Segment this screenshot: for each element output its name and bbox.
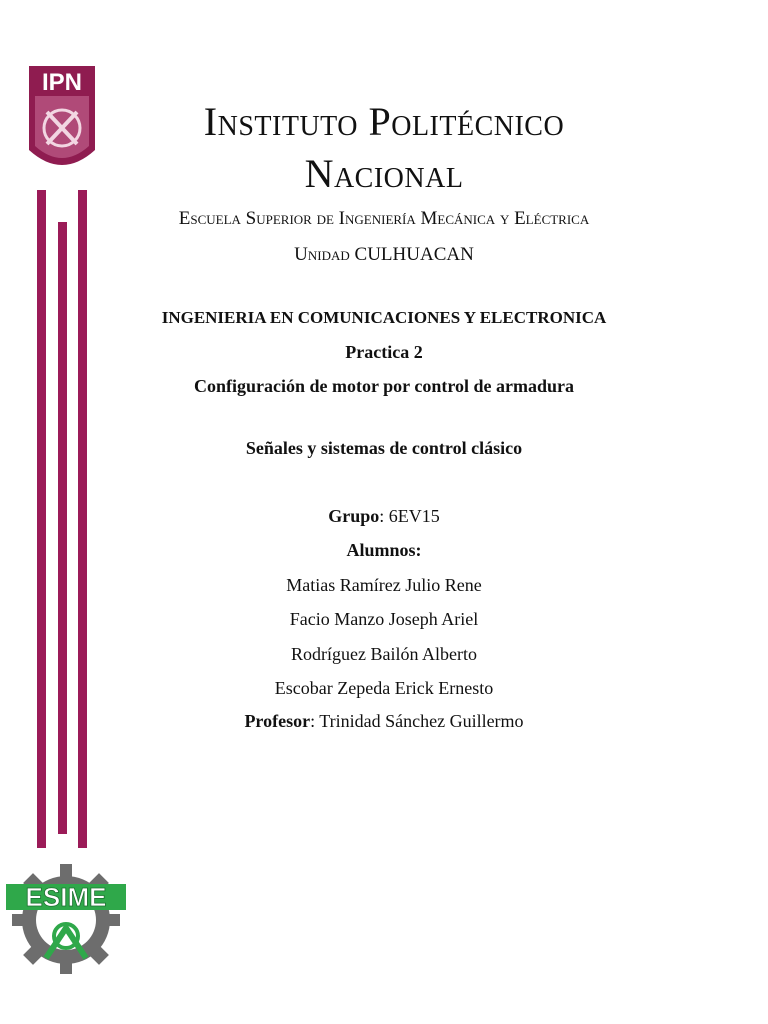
group-line (120, 506, 648, 527)
student-name: Matias Ramírez Julio Rene (286, 575, 482, 595)
students-label: Alumnos: (346, 540, 422, 560)
accent-bar-left (37, 190, 46, 848)
institute-title-line2: Nacional (304, 151, 464, 196)
practice-number: Practica 2 (345, 342, 423, 362)
school-name: Escuela Superior de Ingeniería Mecánica y Eléctrica (178, 208, 590, 229)
group-label: Grupo (328, 506, 380, 526)
student-name: Escobar Zepeda Erick Ernesto (274, 678, 494, 698)
career-name: INGENIERIA EN COMUNICACIONES Y ELECTRONICA (161, 308, 607, 327)
esime-logo (6, 858, 126, 976)
esime-gear-icon (6, 858, 126, 976)
group-value: : 6EV15 (379, 506, 440, 526)
professor-line (120, 711, 648, 732)
student-name: Rodríguez Bailón Alberto (291, 644, 477, 664)
accent-bar-middle (58, 222, 67, 834)
ipn-shield-icon (25, 62, 99, 180)
ipn-logo-text: IPN (41, 69, 83, 96)
unit-name: Unidad CULHUACAN (294, 244, 474, 265)
institute-title-line1: Instituto Politécnico (203, 99, 565, 144)
esime-logo-text: ESIME (25, 882, 107, 912)
accent-bar-right (78, 190, 87, 848)
student-name: Facio Manzo Joseph Ariel (289, 609, 479, 629)
practice-topic: Configuración de motor por control de armadura (194, 376, 574, 396)
subject-name: Señales y sistemas de control clásico (245, 438, 523, 458)
ipn-logo (25, 62, 99, 180)
professor-label: Profesor (244, 711, 311, 731)
professor-value: : Trinidad Sánchez Guillermo (310, 711, 524, 731)
